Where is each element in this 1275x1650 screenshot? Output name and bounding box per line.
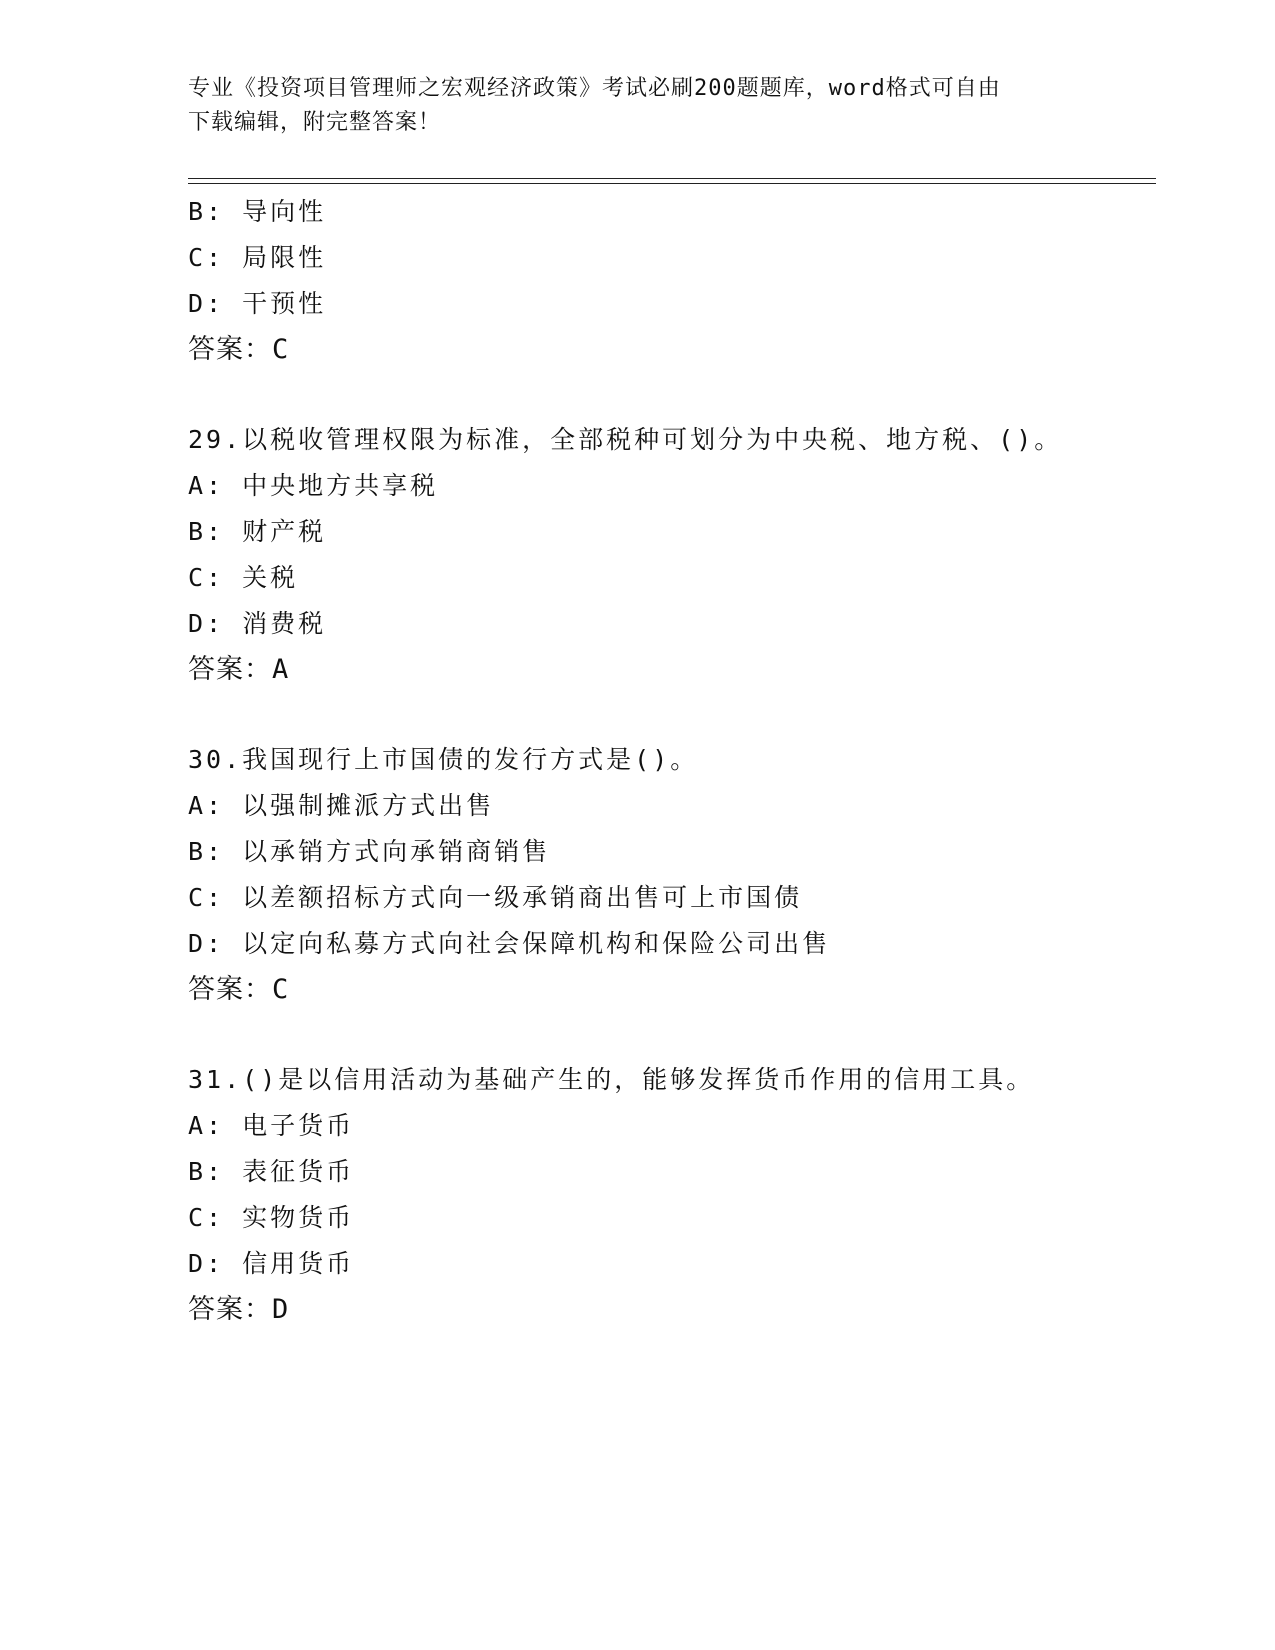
option-b: B: 导向性	[188, 197, 327, 226]
option-c: C: 实物货币	[188, 1203, 355, 1232]
header-line-2: 下载编辑，附完整答案！	[188, 110, 442, 135]
option-c: C: 以差额招标方式向一级承销商出售可上市国债	[188, 883, 803, 912]
question-stem: 31.()是以信用活动为基础产生的，能够发挥货币作用的信用工具。	[188, 1065, 1035, 1094]
question-stem: 29.以税收管理权限为标准，全部税种可划分为中央税、地方税、()。	[188, 425, 1063, 454]
option-b: B: 以承销方式向承销商销售	[188, 837, 551, 866]
header-divider-top	[188, 178, 1156, 179]
option-b: B: 表征货币	[188, 1157, 355, 1186]
option-c: C: 关税	[188, 563, 299, 592]
answer-line: 答案：C	[188, 334, 290, 365]
option-a: A: 以强制摊派方式出售	[188, 791, 495, 820]
option-d: D: 干预性	[188, 289, 327, 318]
option-b: B: 财产税	[188, 517, 327, 546]
answer-line: 答案：D	[188, 1294, 290, 1325]
question-block-28	[188, 189, 1148, 373]
question-list	[188, 189, 1148, 1333]
question-block-29	[188, 417, 1148, 693]
option-d: D: 消费税	[188, 609, 327, 638]
question-block-30	[188, 737, 1148, 1013]
option-d: D: 以定向私募方式向社会保障机构和保险公司出售	[188, 929, 831, 958]
answer-line: 答案：A	[188, 654, 290, 685]
header-divider-bottom	[188, 183, 1156, 184]
document-header	[188, 72, 1088, 140]
question-block-31	[188, 1057, 1148, 1333]
option-a: A: 电子货币	[188, 1111, 355, 1140]
answer-line: 答案：C	[188, 974, 290, 1005]
option-d: D: 信用货币	[188, 1249, 355, 1278]
option-c: C: 局限性	[188, 243, 327, 272]
question-stem: 30.我国现行上市国债的发行方式是()。	[188, 745, 699, 774]
header-line-1: 专业《投资项目管理师之宏观经济政策》考试必刷200题题库，word格式可自由	[188, 76, 1001, 101]
option-a: A: 中央地方共享税	[188, 471, 439, 500]
